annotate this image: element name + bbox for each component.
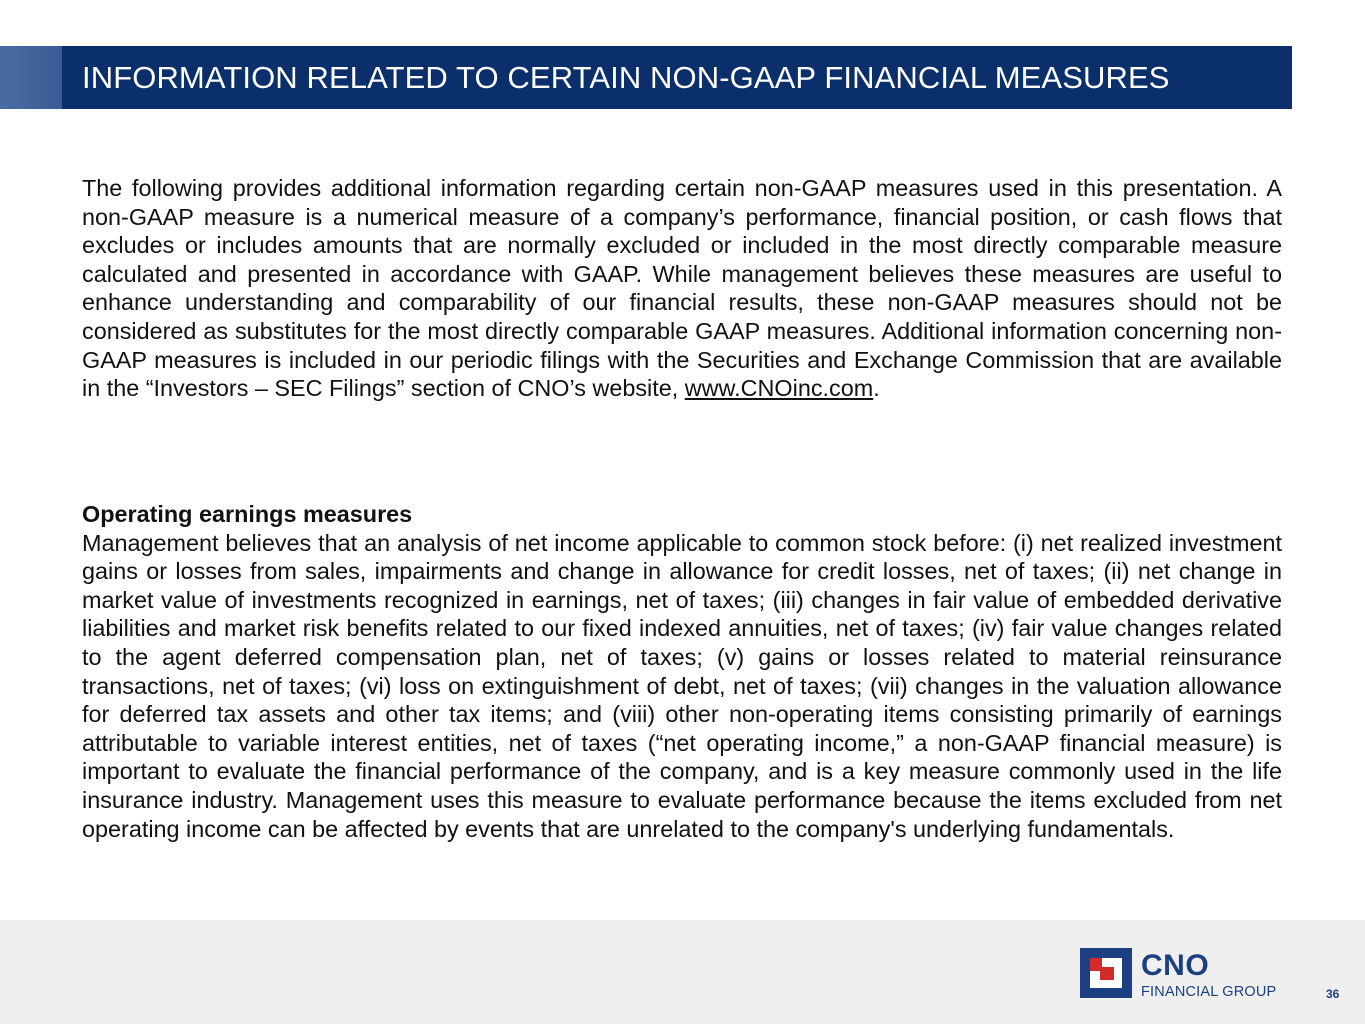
operating-paragraph: Management believes that an analysis of net income applicable to common stock before: (i) net realized investment gains or losses from sales, impairments and change in allowance for credit losses, net of taxes; (ii) net change in market value of investments recognized in earnings, net of taxes; (iii) changes in fair value of embedded derivative liabilities and market risk benefits related to our fixed indexed annuities, net of taxes; (iv) fair value changes related to the agent deferred compensation plan, net of taxes; (v) gains or losses related to material reinsurance transactions, net of taxes; (vi) loss on extinguishment of debt, net of taxes; (vii) changes in the valuation allowance for deferred tax assets and other tax items; and (viii) other non-operating items consisting primarily of earnings attributable to variable interest entities, net of taxes (“net operating income,” a non-GAAP financial measure) is important to evaluate the financial performance of the company, and is a key measure commonly used in the life insurance industry. Management uses this measure to evaluate performance because the items excluded from net operating income can be affected by events that are unrelated to the company's underlying fundamentals. [82,529,1282,842]
title-accent [0,46,62,109]
cno-logo-mark-icon [1080,948,1132,998]
operating-heading: Operating earnings measures [82,501,413,527]
cno-website-link[interactable]: www.CNOinc.com [684,375,874,402]
intro-paragraph [82,174,1282,432]
page-number: 36 [1326,987,1340,1001]
logo-subtitle: FINANCIAL GROUP [1141,984,1277,1000]
page-title: INFORMATION RELATED TO CERTAIN NON-GAAP FINANCIAL MEASURES [82,60,1170,95]
cno-logo [1080,948,1290,1000]
intro-text: The following provides additional information regarding certain non-GAAP measures used in this presentation. A non-GAAP measure is a numerical measure of a company’s performance, financial position, or cash flows that excludes or includes amounts that are normally excluded or included in the most directly comparable measure calculated and presented in accordance with GAAP. While management believes these measures are useful to enhance understanding and comparability of our financial results, these non-GAAP measures should not be considered as substitutes for the most directly comparable GAAP measures. Additional information concerning non-GAAP measures is included in our periodic filings with the Securities and Exchange Commission that are available in the “Investors – SEC Filings” section of CNO’s website, [82,175,1282,402]
logo-mark-red [1100,967,1114,980]
footer [0,920,1365,1024]
title-band [0,46,1292,109]
section-gap [82,432,1282,500]
content-area [82,174,1282,843]
logo-name: CNO [1141,949,1210,982]
intro-end-punct: . [873,375,880,402]
